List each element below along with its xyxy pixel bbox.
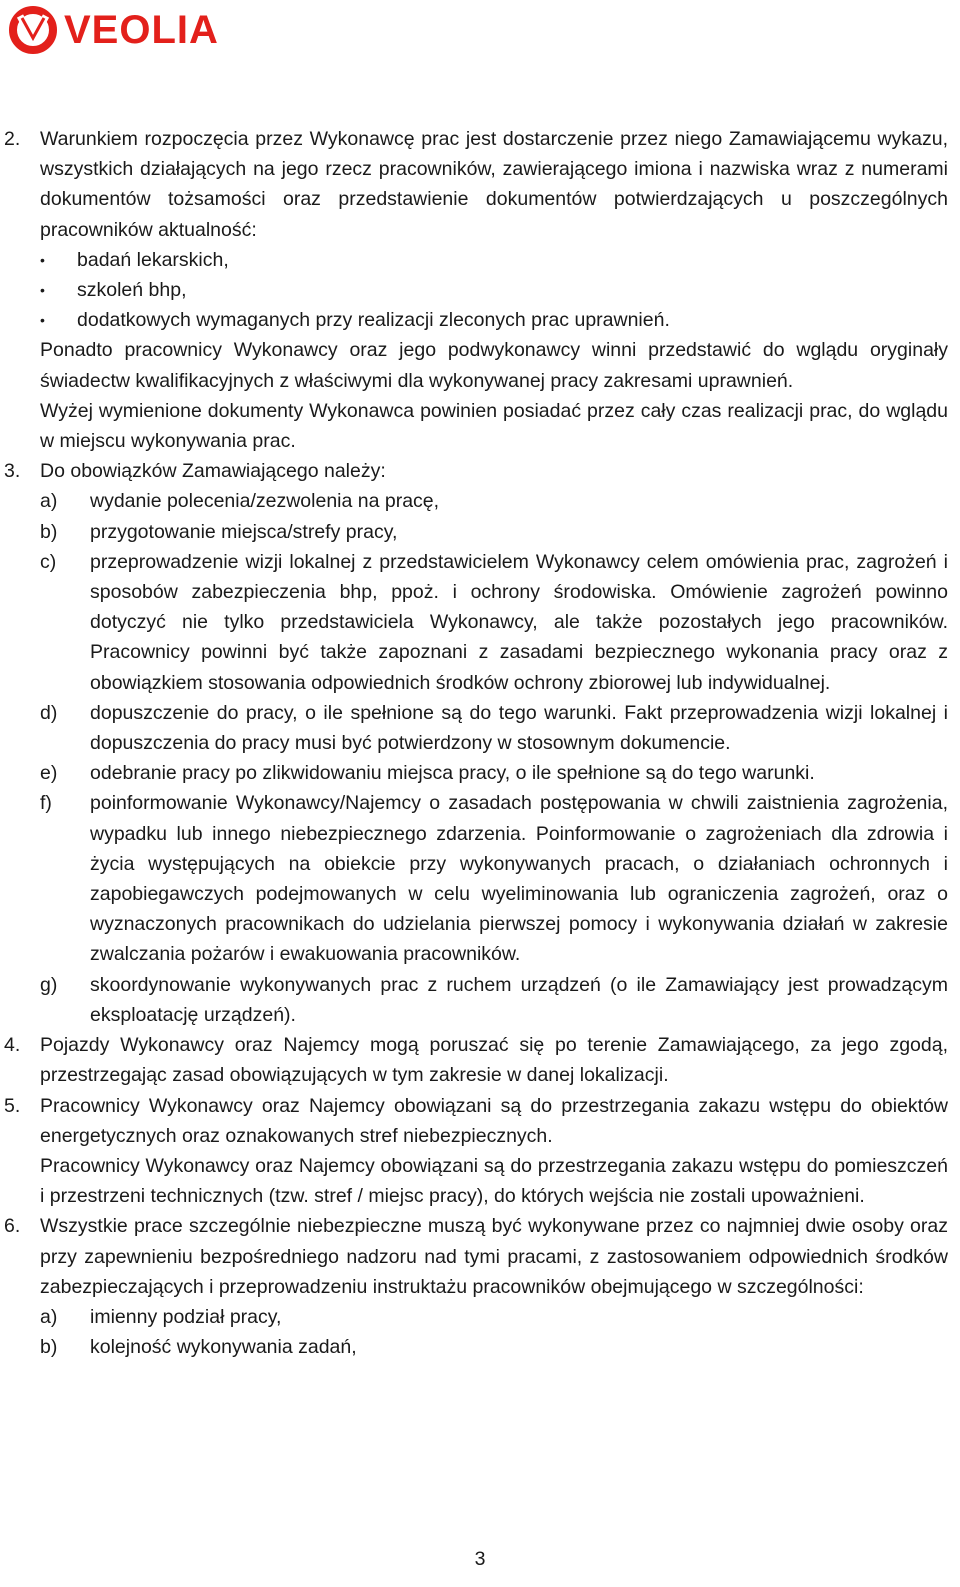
- sub-item-text: skoordynowanie wykonywanych prac z ruchem urządzeń (o ile Zamawiający jest prowadzącym eksploatację urządzeń).: [90, 973, 948, 1026]
- sub-item: [0, 486, 960, 516]
- bullet-text: szkoleń bhp,: [77, 279, 187, 302]
- list-item-6: [0, 1211, 960, 1302]
- item-number: 6.: [4, 1215, 21, 1238]
- sub-item-letter: e): [40, 762, 58, 785]
- item-text: Pracownicy Wykonawcy oraz Najemcy obowiązani są do przestrzegania zakazu wstępu do obiektów energetycznych oraz oznakowanych stref niebezpiecznych.: [40, 1094, 948, 1147]
- sub-item-text: przeprowadzenie wizji lokalnej z przedstawicielem Wykonawcy celem omówienia prac, zagrożeń i sposobów zabezpieczenia bhp, ppoż. i ochrony środowiska. Omówienie zagrożeń powinno dotyczyć nie tylko przedstawiciela Wykonawcy, ale także pozostałych jego pracowników. Pracownicy powinni być także zapoznani z zasadami bezpiecznego wykonania pracy oraz z obowiązkiem stosowania odpowiednich środków ochrony zbiorowej lub indywidualnej.: [90, 550, 948, 694]
- sub-item-text: kolejność wykonywania zadań,: [90, 1336, 357, 1359]
- paragraph-text: Ponadto pracownicy Wykonawcy oraz jego podwykonawcy winni przedstawić do wglądu oryginały świadectw kwalifikacyjnych z właściwymi dla wykonywanej pracy zakresami uprawnień.: [40, 339, 948, 392]
- sub-item-letter: g): [40, 973, 58, 996]
- sub-item-text: przygotowanie miejsca/strefy pracy,: [90, 520, 398, 543]
- paragraph-text: Wyżej wymienione dokumenty Wykonawca powinien posiadać przez cały czas realizacji prac, do wglądu w miejscu wykonywania prac.: [40, 399, 948, 453]
- item-number: 5.: [4, 1094, 21, 1117]
- sub-item-text: imienny podział pracy,: [90, 1305, 282, 1328]
- sub-item-letter: a): [40, 1305, 58, 1328]
- sub-item-letter: c): [40, 550, 57, 573]
- item-number: 3.: [4, 460, 21, 483]
- veolia-logo-icon: [6, 4, 60, 56]
- sub-item-letter: d): [40, 701, 58, 724]
- sub-item: [0, 788, 960, 969]
- sub-item-text: dopuszczenie do pracy, o ile spełnione są do tego warunki. Fakt przeprowadzenia wizji lokalnej i dopuszczenia do pracy musi być potwierdzony w stosownym dokumencie.: [90, 701, 948, 755]
- sub-item: [0, 1332, 960, 1362]
- paragraph: [0, 1151, 960, 1211]
- item-text: Pojazdy Wykonawcy oraz Najemcy mogą poruszać się po terenie Zamawiającego, za jego zgodą, przestrzegając zasad obowiązujących w tym zakresie w danej lokalizacji.: [40, 1034, 948, 1087]
- sub-item-text: poinformowanie Wykonawcy/Najemcy o zasadach postępowania w chwili zaistnienia zagrożenia, wypadku lub innego niebezpiecznego zdarzenia. Poinformowanie o zagrożeniach dla zdrowia i życia występujących na obiekcie przy wykonywanych pracach, o działaniach ochronnych i zapobiegawczych podejmowanych w celu wyeliminowania lub ograniczenia zagrożeń, oraz o wyznaczonych pracownikach do udzielania pierwszej pomocy i wykonywania działań w zakresie zwalczania pożarów i ewakuowania pracowników.: [90, 792, 948, 966]
- paragraph: [0, 335, 960, 395]
- sub-item-letter: a): [40, 490, 58, 513]
- item-text: Warunkiem rozpoczęcia przez Wykonawcę prac jest dostarczenie przez niego Zamawiającemu wykazu, wszystkich działających na jego rzecz pracowników, zawierającego imiona i nazwiska wraz z numerami dokumentów tożsamości oraz przedstawienie dokumentów potwierdzających u poszczególnych pracowników aktualność:: [40, 128, 948, 241]
- sub-item-text: odebranie pracy po zlikwidowaniu miejsca pracy, o ile spełnione są do tego warunki.: [90, 762, 815, 785]
- bullet-item: [0, 275, 960, 305]
- paragraph: [0, 396, 960, 456]
- veolia-logo: [6, 4, 219, 56]
- bullet-item: [0, 305, 960, 335]
- document-body: [0, 124, 960, 1362]
- logo-wordmark: VEOLIA: [64, 8, 219, 52]
- sub-item: [0, 547, 960, 698]
- page-number: 3: [474, 1548, 486, 1570]
- bullet-icon: •: [40, 312, 45, 329]
- sub-item: [0, 517, 960, 547]
- list-item-2: [0, 124, 960, 245]
- sub-item: [0, 1302, 960, 1332]
- item-number: 4.: [4, 1034, 21, 1057]
- sub-item: [0, 758, 960, 788]
- sub-item-letter: f): [40, 792, 52, 815]
- bullet-item: [0, 245, 960, 275]
- bullet-icon: •: [40, 251, 45, 268]
- list-item-3: [0, 456, 960, 486]
- sub-item: [0, 698, 960, 758]
- item-text: Wszystkie prace szczególnie niebezpieczne muszą być wykonywane przez co najmniej dwie osoby oraz przy zapewnieniu bezpośredniego nadzoru nad tymi pracami, z zastosowaniem odpowiednich środków zabezpieczających i przeprowadzeniu instruktażu pracowników obejmującego w szczególności:: [40, 1215, 948, 1298]
- bullet-text: dodatkowych wymaganych przy realizacji zleconych prac uprawnień.: [77, 309, 670, 332]
- sub-item-text: wydanie polecenia/zezwolenia na pracę,: [90, 490, 440, 513]
- item-number: 2.: [4, 128, 21, 150]
- paragraph-text: Pracownicy Wykonawcy oraz Najemcy obowiązani są do przestrzegania zakazu wstępu do pomieszczeń i przestrzeni technicznych (tzw. stref / miejsc pracy), do których wejścia nie zostali upoważnieni.: [40, 1154, 948, 1208]
- bullet-icon: •: [40, 282, 45, 299]
- list-item-4: [0, 1030, 960, 1090]
- bullet-text: badań lekarskich,: [77, 248, 229, 271]
- sub-item-letter: b): [40, 520, 58, 543]
- list-item-5: [0, 1091, 960, 1151]
- item-text: Do obowiązków Zamawiającego należy:: [40, 460, 386, 483]
- sub-item-letter: b): [40, 1336, 58, 1359]
- sub-item: [0, 970, 960, 1030]
